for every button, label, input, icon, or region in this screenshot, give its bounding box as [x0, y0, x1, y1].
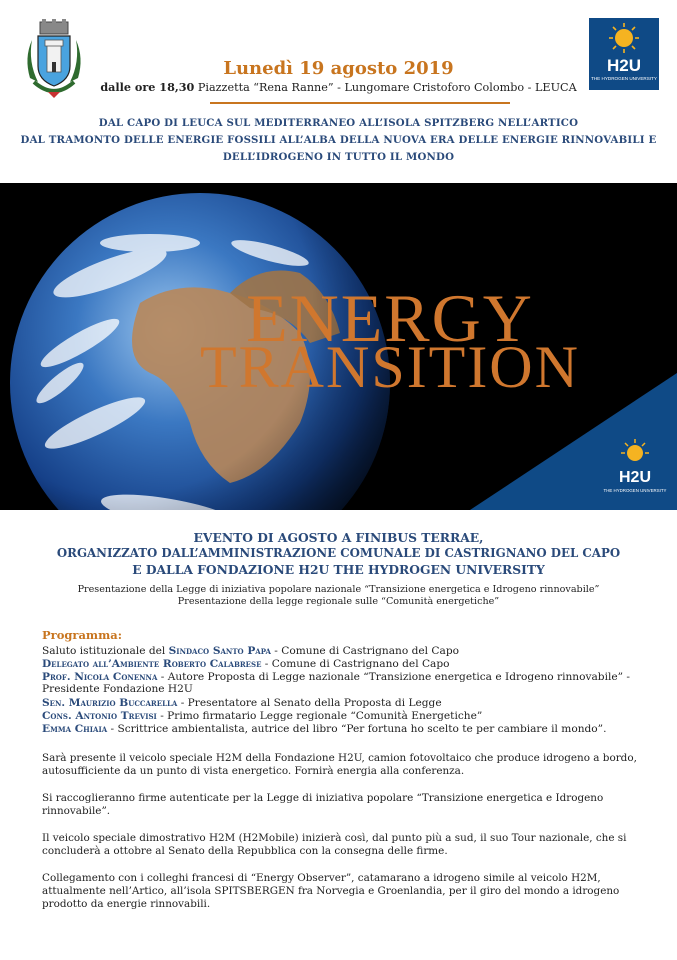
- programma-item: Emma Chiaia - Scrittrice ambientalista, autrice del libro “Per fortuna ho scelto te per cambiare il mondo”.: [42, 723, 607, 735]
- programma-title: Programma:: [42, 628, 122, 642]
- paragraph-energy-observer: Collegamento con i colleghi francesi di “Energy Observer”, catamarano a idrogeno simile al veicolo H2M, attualmente nell’Artico, all’isola SPITSBERGEN fra Norvegia e Groenlandia, per il giro del mondo a idrogeno prodotto da energie rinnovabili.: [42, 872, 620, 910]
- sun-icon: [600, 435, 670, 471]
- event-place: Piazzetta “Rena Ranne” - Lungomare Cristoforo Colombo - LEUCA: [197, 81, 577, 94]
- tagline-1: DAL CAPO DI LEUCA SUL MEDITERRANEO ALL’ISOLA SPITZBERG NELL’ARTICO: [98, 117, 579, 129]
- tagline-2: DAL TRAMONTO DELLE ENERGIE FOSSILI ALL’ALBA DELLA NUOVA ERA DELLE ENERGIE RINNOVABILI E: [20, 134, 657, 146]
- programma-item: Sen. Maurizio Buccarella - Presentatore al Senato della Proposta di Legge: [42, 697, 442, 709]
- programma-item: Cons. Antonio Trevisi - Primo firmatario Legge regionale “Comunità Energetiche”: [42, 710, 483, 722]
- presentation-1: Presentazione della Legge di iniziativa popolare nazionale “Transizione energetica e Idrogeno rinnovabile”: [77, 584, 600, 595]
- energy-transition-banner: [0, 183, 677, 510]
- paragraph-tour: Il veicolo speciale dimostrativo H2M (H2Mobile) inizierà così, dal punto più a sud, il suo Tour nazionale, che si concluderà a ottobre al Senato della Repubblica con la consegna delle firme.: [42, 832, 627, 857]
- header-divider: [210, 102, 510, 104]
- event-heading-3: E DALLA FONDAZIONE H2U THE HYDROGEN UNIVERSITY: [132, 562, 545, 577]
- programma-item: Saluto istituzionale del Sindaco Santo Papa - Comune di Castrignano del Capo: [42, 645, 460, 657]
- programma-item: Delegato all’Ambiente Roberto Calabrese - Comune di Castrignano del Capo: [42, 658, 450, 670]
- paragraph-signatures: Si raccoglieranno firme autenticate per la Legge di iniziativa popolare “Transizione energetica e Idrogeno rinnovabile”.: [42, 792, 604, 817]
- h2u-logo-banner: [600, 435, 670, 505]
- programma-item: Prof. Nicola Conenna - Autore Proposta di Legge nazionale “Transizione energetica e Idrogeno rinnovabile” - Presidente Fondazione H2U: [42, 671, 630, 696]
- h2u-logo: [589, 18, 659, 90]
- h2u-logo-text: H2U: [606, 56, 641, 75]
- event-time: dalle ore 18,30: [100, 80, 195, 94]
- h2u-logo-subtext: THE HYDROGEN UNIVERSITY: [591, 76, 657, 81]
- h2u-banner-logo-subtext: THE HYDROGEN UNIVERSITY: [603, 488, 667, 493]
- h2u-banner-logo-text: H2U: [618, 469, 651, 486]
- banner-title-line-2: TRANSITION: [200, 334, 580, 400]
- event-heading-1: EVENTO DI AGOSTO A FINIBUS TERRAE,: [193, 530, 484, 545]
- tagline-3: DELL’IDROGENO IN TUTTO IL MONDO: [222, 151, 455, 163]
- paragraph-h2m-vehicle: Sarà presente il veicolo speciale H2M della Fondazione H2U, camion fotovoltaico che produce idrogeno a bordo, autosufficiente da un punto di vista energetico. Fornirà energia alla conferenza.: [42, 752, 637, 777]
- presentation-2: Presentazione della legge regionale sulle “Comunità energetiche”: [177, 596, 500, 607]
- event-date: Lunedì 19 agosto 2019: [223, 58, 454, 79]
- event-heading-2: ORGANIZZATO DALL’AMMINISTRAZIONE COMUNALE DI CASTRIGNANO DEL CAPO: [56, 546, 621, 560]
- banner-title-line-1: ENERGY: [246, 280, 534, 356]
- event-venue: [0, 80, 677, 94]
